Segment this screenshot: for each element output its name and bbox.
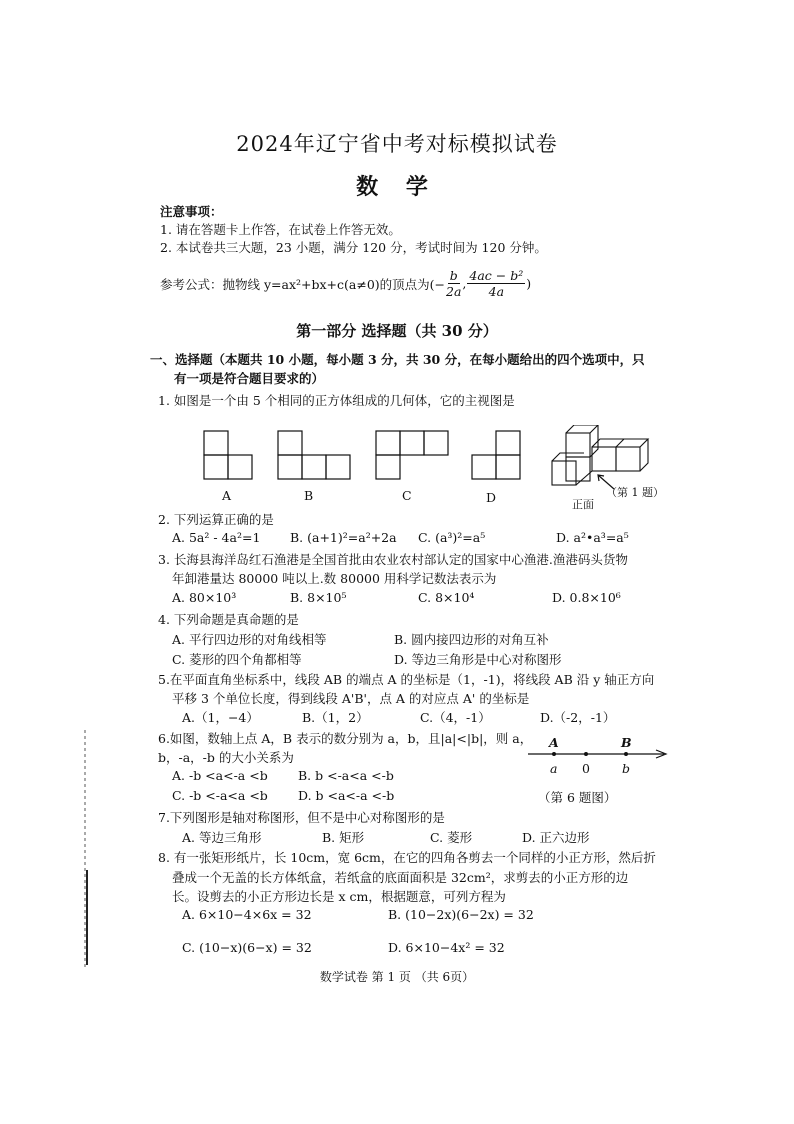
q3-stem-line-1: 3. 长海县海洋岛红石渔港是全国首批由农业农村部认定的国家中心渔港.渔港码头货物	[158, 552, 628, 567]
instructions-line-2: 有一项是符合题目要求的）	[174, 371, 325, 386]
fraction-vertex-y	[467, 268, 525, 299]
q6-option-a: A. -b <a<-a <b	[172, 768, 268, 783]
q7-option-a: A. 等边三角形	[182, 830, 262, 845]
section-title: 第一部分 选择题（共 30 分）	[296, 322, 498, 340]
q5-stem-line-2: 平移 3 个单位长度，得到线段 A'B'，点 A 的对应点 A' 的坐标是	[172, 691, 530, 706]
q2-option-b: B. (a+1)²=a²+2a	[290, 530, 397, 545]
q5-option-d: D.（-2，-1）	[540, 710, 616, 725]
binding-margin-line	[76, 730, 96, 970]
q6-label-zero: 0	[582, 761, 590, 776]
q2-option-c: C. (a³)²=a⁵	[418, 530, 486, 545]
frac2-denominator: 4a	[488, 284, 505, 299]
q1-stem: 1. 如图是一个由 5 个相同的正方体组成的几何体，它的主视图是	[158, 393, 515, 408]
fraction-b-over-2a	[446, 268, 461, 299]
q6-option-b: B. b <-a<a <-b	[298, 768, 394, 783]
q5-stem-line-1: 5.在平面直角坐标系中，线段 AB 的端点 A 的坐标是（1，-1)，将线段 AB 沿 y 轴正方向	[158, 672, 655, 687]
origin-marker	[584, 752, 588, 756]
q1-option-b-label: B	[304, 488, 314, 503]
q4-option-a: A. 平行四边形的对角线相等	[172, 632, 327, 647]
frac2-numerator: 4ac − b²	[469, 268, 524, 283]
q4-stem: 4. 下列命题是真命题的是	[158, 612, 299, 627]
q7-option-d: D. 正六边形	[522, 830, 590, 845]
q2-stem: 2. 下列运算正确的是	[158, 512, 274, 527]
q3-option-c: C. 8×10⁴	[418, 590, 475, 605]
q6-option-d: D. b <a<-a <-b	[298, 788, 395, 803]
q7-stem: 7.下列图形是轴对称图形，但不是中心对称图形的是	[158, 810, 445, 825]
q6-stem-line-2: b，-a，-b 的大小关系为	[158, 750, 294, 765]
q8-stem-line-1: 8. 有一张矩形纸片，长 10cm，宽 6cm，在它的四角各剪去一个同样的小正方形，然后折	[158, 850, 656, 865]
frac1-numerator: b	[449, 268, 458, 283]
q6-number-line	[524, 730, 674, 780]
reference-formula	[160, 268, 531, 299]
q2-option-d: D. a²•a³=a⁵	[556, 530, 629, 545]
q7-option-b: B. 矩形	[322, 830, 365, 845]
point-a-marker	[552, 752, 556, 756]
q1-option-c-figure	[376, 431, 448, 479]
notes-heading: 注意事项：	[160, 204, 223, 219]
q1-figures	[200, 425, 670, 515]
note-item-1: 1. 请在答题卡上作答，在试卷上作答无效。	[160, 222, 401, 237]
q1-option-d-figure	[472, 431, 520, 479]
note-item-2: 2. 本试卷共三大题，23 小题，满分 120 分，考试时间为 120 分钟。	[160, 240, 547, 255]
q1-figure-caption: （第 1 题）	[606, 486, 664, 499]
frac1-denominator: 2a	[446, 284, 462, 299]
q6-point-b: B	[621, 735, 632, 750]
q5-option-a: A.（1，−4）	[182, 710, 259, 725]
q6-label-b: b	[622, 761, 631, 776]
q1-option-b-figure	[278, 431, 350, 479]
instructions-line-1: 一、选择题（本题共 10 小题，每小题 3 分，共 30 分，在每小题给出的四个选项中，只	[150, 352, 645, 367]
q6-label-a: a	[550, 761, 558, 776]
q5-option-c: C.（4，-1）	[420, 710, 491, 725]
q8-option-d: D. 6×10−4x² = 32	[388, 940, 505, 955]
q8-option-c: C. (10−x)(6−x) = 32	[182, 940, 312, 955]
q8-option-a: A. 6×10−4×6x = 32	[182, 907, 312, 922]
q1-option-a-label: A	[222, 488, 232, 503]
subject-title: 数 学	[356, 174, 438, 200]
q1-front-label: 正面	[572, 498, 594, 511]
exam-title: 2024年辽宁省中考对标模拟试卷	[236, 132, 558, 156]
q7-option-c: C. 菱形	[430, 830, 473, 845]
q4-option-d: D. 等边三角形是中心对称图形	[394, 652, 562, 667]
q3-option-a: A. 80×10³	[172, 590, 237, 605]
q8-stem-line-2: 叠成一个无盖的长方体纸盒，若纸盒的底面面积是 32cm²，求剪去的小正方形的边	[172, 870, 629, 885]
q5-option-b: B.（1，2）	[302, 710, 369, 725]
q4-option-c: C. 菱形的四个角都相等	[172, 652, 302, 667]
q8-option-b: B. (10−2x)(6−2x) = 32	[388, 907, 534, 922]
q1-option-c-label: C	[402, 488, 412, 503]
q6-option-c: C. -b <-a<a <b	[172, 788, 268, 803]
q3-option-b: B. 8×10⁵	[290, 590, 347, 605]
q3-option-d: D. 0.8×10⁶	[552, 590, 621, 605]
page-footer: 数学试卷 第 1 页 （共 6页）	[319, 970, 475, 984]
formula-comma: ,	[462, 276, 467, 291]
q6-figure-caption: （第 6 题图）	[538, 790, 617, 805]
point-b-marker	[624, 752, 628, 756]
q6-stem-line-1: 6.如图，数轴上点 A，B 表示的数分别为 a，b，且|a|<|b|，则 a，	[158, 731, 533, 746]
q1-option-d-label: D	[486, 490, 497, 505]
q2-option-a: A. 5a² - 4a²=1	[172, 530, 261, 545]
q1-option-a-figure	[204, 431, 252, 479]
q6-point-a: A	[549, 735, 559, 750]
q8-stem-line-3: 长。设剪去的小正方形边长是 x cm，根据题意，可列方程为	[172, 889, 506, 904]
formula-prefix: 参考公式：抛物线 y=ax²+bx+c(a≠0)的顶点为(−	[160, 276, 446, 292]
q4-option-b: B. 圆内接四边形的对角互补	[394, 632, 549, 647]
formula-suffix: )	[526, 276, 532, 291]
q3-stem-line-2: 年卸港量达 80000 吨以上.数 80000 用科学记数法表示为	[172, 571, 497, 586]
